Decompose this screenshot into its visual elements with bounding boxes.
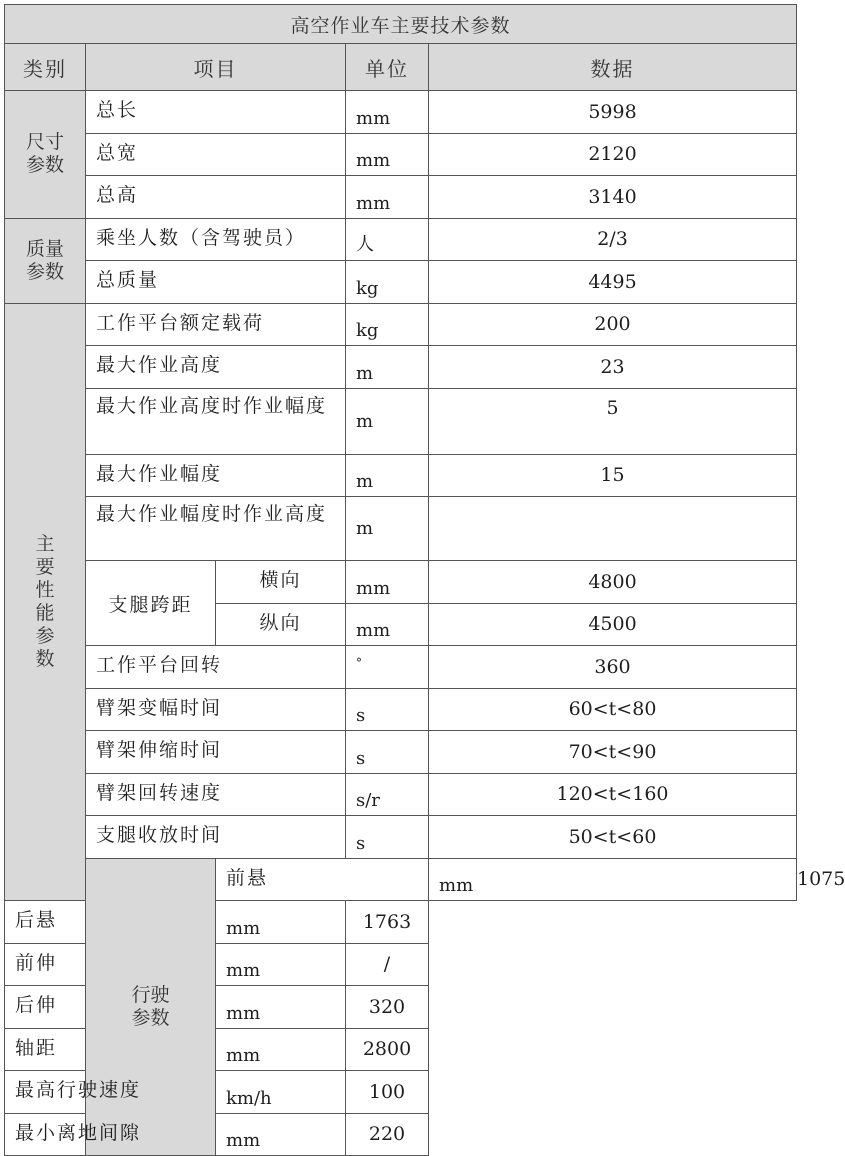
spec-sheet xyxy=(4,4,845,1156)
unit-cell: mm xyxy=(216,1113,346,1156)
unit-cell: mm xyxy=(216,901,346,944)
outrigger-span-group: 支腿跨距 xyxy=(86,561,216,646)
title-row xyxy=(5,5,797,44)
table-row xyxy=(5,986,797,1029)
item-cell: 最大作业高度时作业幅度 xyxy=(86,388,346,454)
value-cell: 5 xyxy=(429,388,797,454)
value-cell: / xyxy=(346,943,429,986)
item-cell: 最小离地间隙 xyxy=(5,1113,216,1156)
unit-cell: s/r xyxy=(346,773,429,816)
unit-cell: s xyxy=(346,688,429,731)
value-cell xyxy=(429,497,797,561)
degree-unit: ° xyxy=(356,656,362,671)
unit-cell: km/h xyxy=(216,1071,346,1114)
value-cell: 120<t<160 xyxy=(429,773,797,816)
table-row xyxy=(5,1113,797,1156)
header-category: 类别 xyxy=(5,44,86,91)
item-cell: 后悬 xyxy=(5,901,216,944)
table-row xyxy=(5,261,797,304)
item-cell: 后伸 xyxy=(5,986,216,1029)
unit-cell: mm xyxy=(346,91,429,134)
unit-cell: mm xyxy=(346,603,429,646)
item-cell: 总宽 xyxy=(86,133,346,176)
table-row xyxy=(5,901,797,944)
item-cell: 最大作业幅度时作业高度 xyxy=(86,497,346,561)
value-cell: 50<t<60 xyxy=(429,816,797,859)
item-cell: 前悬 xyxy=(216,858,429,901)
item-cell: 纵向 xyxy=(216,603,346,646)
item-cell: 工作平台回转 xyxy=(86,646,346,689)
table-row xyxy=(5,731,797,774)
header-row xyxy=(5,44,797,91)
table-row xyxy=(5,218,797,261)
unit-cell: s xyxy=(346,816,429,859)
table-row xyxy=(5,561,797,604)
unit-cell: kg xyxy=(346,261,429,304)
category-size: 尺寸参数 xyxy=(5,91,86,219)
item-cell: 前伸 xyxy=(5,943,216,986)
category-performance: 主要性能参数 xyxy=(5,303,86,901)
item-cell: 最大作业高度 xyxy=(86,346,346,389)
value-cell: 70<t<90 xyxy=(429,731,797,774)
table-row xyxy=(5,346,797,389)
table-row xyxy=(5,388,797,454)
value-cell: 100 xyxy=(346,1071,429,1114)
value-cell: 15 xyxy=(429,454,797,497)
value-cell: 60<t<80 xyxy=(429,688,797,731)
header-data: 数据 xyxy=(429,44,797,91)
item-cell: 最大作业幅度 xyxy=(86,454,346,497)
table-row xyxy=(5,646,797,689)
table-row xyxy=(5,1028,797,1071)
item-cell: 支腿收放时间 xyxy=(86,816,346,859)
table-row xyxy=(5,943,797,986)
item-cell: 总高 xyxy=(86,176,346,219)
unit-cell: mm xyxy=(216,943,346,986)
item-cell: 臂架变幅时间 xyxy=(86,688,346,731)
value-cell: 2/3 xyxy=(429,218,797,261)
table-row xyxy=(5,773,797,816)
unit-cell: mm xyxy=(216,986,346,1029)
unit-cell: s xyxy=(346,731,429,774)
unit-cell: 人 xyxy=(346,218,429,261)
value-cell: 2120 xyxy=(429,133,797,176)
value-cell: 1763 xyxy=(346,901,429,944)
unit-cell: kg xyxy=(346,303,429,346)
item-cell: 臂架伸缩时间 xyxy=(86,731,346,774)
item-cell: 总质量 xyxy=(86,261,346,304)
unit-cell: mm xyxy=(429,858,797,901)
value-cell: 4495 xyxy=(429,261,797,304)
unit-cell: mm xyxy=(346,133,429,176)
table-row xyxy=(5,133,797,176)
item-cell: 总长 xyxy=(86,91,346,134)
table-row xyxy=(5,454,797,497)
value-cell: 4500 xyxy=(429,603,797,646)
unit-cell: mm xyxy=(216,1028,346,1071)
value-cell: 23 xyxy=(429,346,797,389)
unit-cell: m xyxy=(346,454,429,497)
table-row: 行驶参数 前悬 mm 1075 xyxy=(5,858,797,901)
value-cell: 200 xyxy=(429,303,797,346)
item-cell: 最高行驶速度 xyxy=(5,1071,216,1114)
header-item: 项目 xyxy=(86,44,346,91)
value-cell: 320 xyxy=(346,986,429,1029)
item-cell: 乘坐人数（含驾驶员） xyxy=(86,218,346,261)
table-row xyxy=(5,816,797,859)
value-cell: 4800 xyxy=(429,561,797,604)
value-cell: 2800 xyxy=(346,1028,429,1071)
category-mass: 质量参数 xyxy=(5,218,86,303)
category-driving: 行驶参数 xyxy=(86,858,216,1156)
unit-cell: mm xyxy=(346,176,429,219)
value-cell: 360 xyxy=(429,646,797,689)
table-row xyxy=(5,176,797,219)
unit-cell: m xyxy=(346,497,429,561)
table-row xyxy=(5,303,797,346)
item-cell: 臂架回转速度 xyxy=(86,773,346,816)
table-row xyxy=(5,497,797,561)
item-cell: 横向 xyxy=(216,561,346,604)
header-unit: 单位 xyxy=(346,44,429,91)
spec-table xyxy=(4,4,845,1156)
unit-cell: m xyxy=(346,346,429,389)
table-row xyxy=(5,1071,797,1114)
value-cell: 220 xyxy=(346,1113,429,1156)
table-row xyxy=(5,688,797,731)
item-cell: 工作平台额定载荷 xyxy=(86,303,346,346)
unit-cell: m xyxy=(346,388,429,454)
value-cell: 3140 xyxy=(429,176,797,219)
unit-cell: mm xyxy=(346,561,429,604)
item-cell: 轴距 xyxy=(5,1028,216,1071)
value-cell: 5998 xyxy=(429,91,797,134)
table-row xyxy=(5,91,797,134)
table-title: 高空作业车主要技术参数 xyxy=(5,5,797,44)
unit-cell xyxy=(346,646,429,689)
